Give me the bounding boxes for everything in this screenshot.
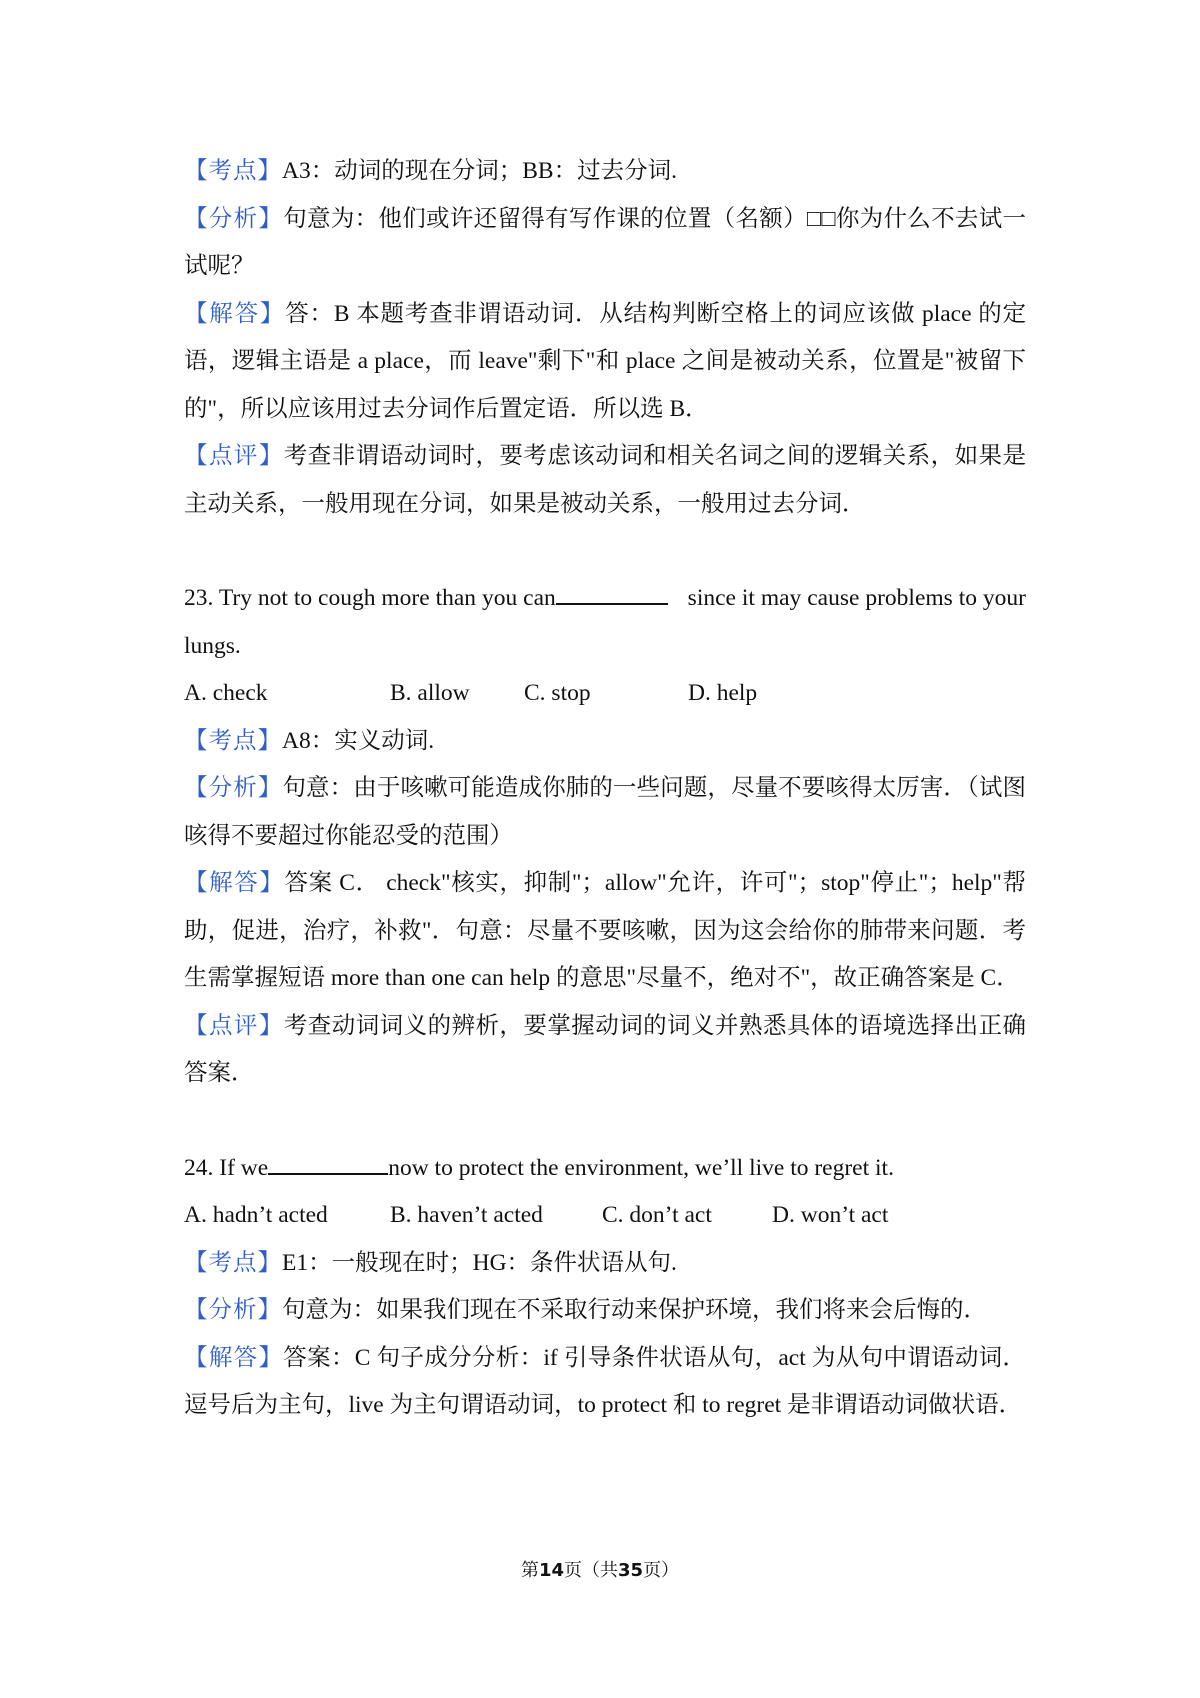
answer-blank	[268, 1153, 388, 1175]
q23-jieda	[184, 860, 1026, 1003]
footer-page-number: 14	[538, 1560, 564, 1581]
q23-options	[184, 670, 1026, 718]
fenxi-tag: 【分析】	[184, 205, 284, 232]
q23-kaodian	[184, 718, 1026, 766]
jieda-tag: 【解答】	[184, 300, 286, 327]
q24-jieda	[184, 1335, 1026, 1430]
q22-fenxi	[184, 196, 1026, 291]
kaodian-tag: 【考点】	[184, 1249, 282, 1276]
footer-total-pages: 35	[618, 1560, 644, 1581]
section-gap	[184, 1098, 1026, 1145]
fenxi-text: 句意为：如果我们现在不采取行动来保护环境，我们将来会后悔的．	[282, 1297, 987, 1323]
q24-kaodian	[184, 1240, 1026, 1288]
jieda-text: 答案：C 句子成分分析：if 引导条件状语从句，act 为从句中谓语动词．逗号后为主句，live 为主句谓语动词，to protect 和 to regret 是非谓语动词做状语．	[184, 1344, 1027, 1418]
q22-dianping	[184, 433, 1026, 528]
q23-stem-before: 23. Try not to cough more than you can	[184, 585, 556, 611]
q24-stem	[184, 1145, 1026, 1193]
fenxi-text: 句意：由于咳嗽可能造成你肺的一些问题，尽量不要咳得太厉害．（试图咳得不要超过你能忍受的范围）	[184, 775, 1027, 849]
fenxi-text: 句意为：他们或许还留得有写作课的位置（名额）□□你为什么不去试一试呢？	[184, 205, 1027, 279]
fenxi-tag: 【分析】	[184, 775, 283, 801]
dianping-text: 考查动词词义的辨析，要掌握动词的词义并熟悉具体的语境选择出正确答案．	[184, 1012, 1027, 1086]
document-page	[184, 148, 1026, 1430]
q23-option-d: D. help	[688, 680, 758, 706]
footer-suffix: 页）	[643, 1560, 680, 1581]
footer-middle: 页（共	[564, 1560, 618, 1581]
q24-option-d: D. won’t act	[772, 1202, 889, 1228]
q24-option-b: B. haven’t acted	[390, 1202, 543, 1228]
q24-option-a: A. hadn’t acted	[184, 1202, 328, 1228]
q23-option-a: A. check	[184, 680, 268, 706]
dianping-tag: 【点评】	[184, 1012, 284, 1039]
q22-kaodian	[184, 148, 1026, 196]
fenxi-tag: 【分析】	[184, 1297, 282, 1323]
q24-option-c: C. don’t act	[602, 1202, 712, 1228]
q23-option-b: B. allow	[390, 680, 470, 706]
jieda-tag: 【解答】	[184, 870, 285, 896]
q22-jieda	[184, 291, 1026, 434]
page-footer	[0, 1556, 1200, 1582]
dianping-text: 考查非谓语动词时，要考虑该动词和相关名词之间的逻辑关系，如果是主动关系，一般用现在分词，如果是被动关系，一般用过去分词．	[184, 443, 1027, 517]
kaodian-text: A8：实义动词.	[282, 727, 435, 754]
kaodian-tag: 【考点】	[184, 727, 282, 754]
q23-dianping	[184, 1003, 1026, 1098]
q24-stem-before: 24. If we	[184, 1154, 269, 1181]
jieda-text: 答：B 本题考查非谓语动词．从结构判断空格上的词应该做 place 的定语，逻辑主语是 a place，而 leave"剩下"和 place 之间是被动关系，位置是"被留下的"，所以应该用过去分词作后置定语．所以选 B．	[184, 300, 1027, 422]
jieda-text: 答案 C． check"核实，抑制"；allow"允许，许可"；stop"停止"；help"帮助，促进，治疗，补救"．句意：尽量不要咳嗽，因为这会给你的肺带来问题．考生需掌握短语 more than one can help 的意思"尽量不，绝对不"，故正确答案是 C．	[184, 870, 1026, 991]
q23-stem	[184, 575, 1026, 670]
q24-fenxi	[184, 1287, 1026, 1335]
footer-prefix: 第	[520, 1560, 539, 1581]
q24-options	[184, 1192, 1026, 1240]
kaodian-text: E1：一般现在时；HG：条件状语从句.	[282, 1249, 677, 1276]
answer-blank	[556, 583, 668, 605]
q24-stem-after: now to protect the environment, we’ll live to regret it.	[388, 1154, 894, 1181]
q23-fenxi	[184, 765, 1026, 860]
kaodian-text: A3：动词的现在分词；BB：过去分词.	[282, 158, 677, 184]
kaodian-tag: 【考点】	[184, 158, 282, 184]
section-gap	[184, 528, 1026, 575]
dianping-tag: 【点评】	[184, 443, 284, 469]
q23-stem-after: since it may cause problems to your lungs.	[184, 585, 1026, 659]
q23-option-c: C. stop	[524, 680, 591, 706]
jieda-tag: 【解答】	[184, 1344, 284, 1371]
